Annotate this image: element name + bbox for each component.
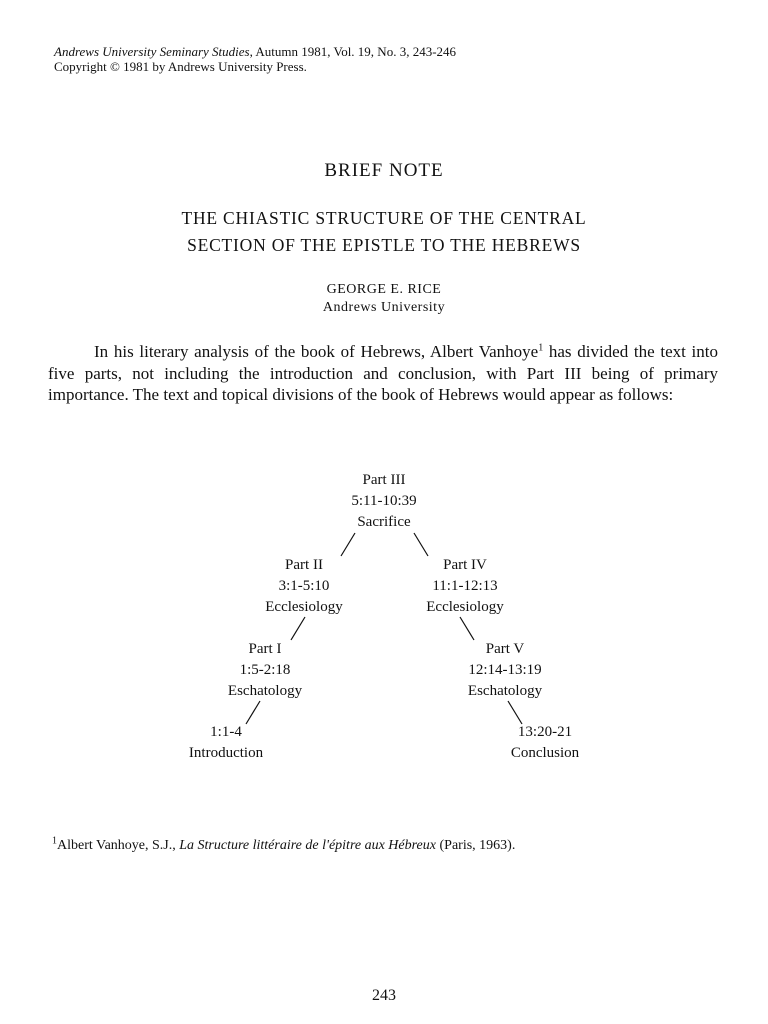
title-line-1: THE CHIASTIC STRUCTURE OF THE CENTRAL [181, 208, 587, 228]
footnote [52, 835, 720, 856]
part2-range: 3:1-5:10 [278, 578, 330, 594]
connector-part5-conclusion [508, 701, 522, 724]
body-text-start: In his literary analysis of the book of Hebrews, Albert Vanhoye [94, 342, 539, 361]
part3-topic: Sacrifice [357, 514, 411, 530]
part5-range: 12:14-13:19 [468, 662, 542, 678]
journal-issue: , Autumn 1981, Vol. 19, No. 3, 243-246 [249, 44, 457, 59]
part4-range: 11:1-12:13 [432, 578, 498, 594]
author-affiliation: Andrews University [322, 300, 446, 315]
part1-topic: Eschatology [227, 683, 303, 699]
part2-topic: Ecclesiology [265, 599, 343, 615]
intro-topic: Introduction [188, 745, 264, 761]
connector-part1-intro [246, 701, 260, 724]
section-label: BRIEF NOTE [324, 160, 444, 181]
part3-range: 5:11-10:39 [351, 493, 417, 509]
footnote-book-title: La Structure littéraire de l'épitre aux Hébreux [179, 838, 436, 853]
title-line-2: SECTION OF THE EPISTLE TO THE HEBREWS [187, 235, 581, 255]
connector-part3-part2 [341, 533, 355, 556]
part5-topic: Eschatology [467, 683, 543, 699]
connector-part3-part4 [414, 533, 428, 556]
part3-label: Part III [362, 472, 406, 488]
part4-label: Part IV [443, 557, 487, 573]
intro-range: 1:1-4 [210, 724, 242, 740]
author-name: GEORGE E. RICE [326, 282, 442, 297]
part4-topic: Ecclesiology [426, 599, 504, 615]
part1-label: Part I [248, 641, 282, 657]
page-number: 243 [372, 987, 396, 1004]
copyright-line: Copyright © 1981 by Andrews University Press. [54, 59, 307, 74]
diagram-node-introduction [151, 722, 301, 764]
journal-name: Andrews University Seminary Studies [54, 44, 250, 59]
footnote-reference: 1 [538, 342, 544, 354]
part5-label: Part V [485, 641, 525, 657]
connector-part2-part1 [291, 617, 305, 640]
part1-range: 1:5-2:18 [239, 662, 291, 678]
diagram-node-part2 [229, 555, 379, 618]
conclusion-range: 13:20-21 [517, 724, 573, 740]
diagram-node-part1 [190, 639, 340, 702]
footnote-author: Albert Vanhoye, S.J., [57, 838, 180, 853]
part2-label: Part II [285, 557, 323, 573]
diagram-node-part5 [430, 639, 580, 702]
diagram-node-conclusion [470, 722, 620, 764]
connector-part4-part5 [460, 617, 474, 640]
conclusion-topic: Conclusion [510, 745, 580, 761]
footnote-publication: (Paris, 1963). [436, 838, 516, 853]
footnote-marker: 1 [52, 835, 57, 847]
body-text-end: has divided the text into five parts, not including the introduction and conclusion, with Part III being of primary importance. The text and topical divisions of the book of Hebrews would appear as follows: [48, 342, 719, 405]
diagram-node-part4 [390, 555, 540, 618]
diagram-node-part3 [309, 470, 459, 533]
